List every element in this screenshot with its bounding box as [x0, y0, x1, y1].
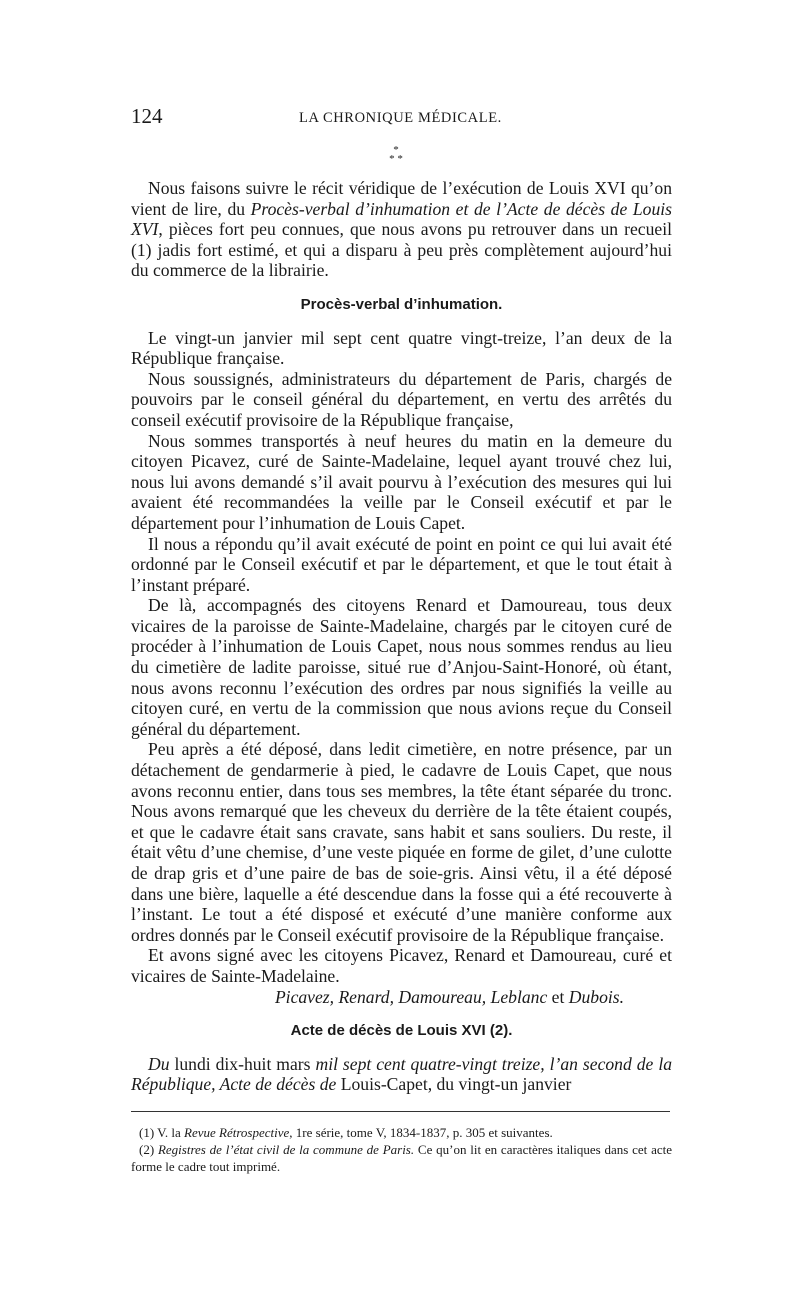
paragraph: Nous soussignés, administrateurs du département de Paris, chargés de pouvoirs par le conseil général du département, en vertu des arrêtés du conseil exécutif provisoire de la République française,: [131, 368, 672, 430]
signatures: [131, 987, 672, 1008]
footnote-1-italic: Revue Rétrospective: [184, 1125, 290, 1140]
footnote-1-text-a: (1) V. la: [139, 1125, 185, 1140]
asterism-top: *: [393, 144, 399, 156]
footnote-2: [131, 1141, 672, 1175]
intro-italic: Procès-verbal d’inhumation et de l’Acte de décès de Louis XVI: [131, 198, 672, 240]
intro-paragraph: [131, 178, 672, 281]
intro-text-2: , pièces fort peu connues, que nous avons pu retrouver dans un recueil (1) jadis fort estimé, et qui a disparu à peu près complètement aujourd’hui du commerce de la librairie.: [131, 219, 672, 281]
paragraph: De là, accompagnés des citoyens Renard et Damoureau, tous deux vicaires de la paroisse de Sainte-Madelaine, chargés par le citoyen curé de procéder à l’inhumation de Louis Capet, nous nous sommes rendus au lieu du cimetière de ladite paroisse, situé rue d’Anjou-Saint-Honoré, où étant, nous avons reconnu l’exécution des ordres par nous signifiés la veille au citoyen curé, en vertu de la commission que nous avions reçue du Conseil général du département.: [131, 595, 672, 739]
intro-text-1: Nous faisons suivre le récit véridique de l’exécution de Louis XVI qu’on vient de lire, du: [131, 178, 672, 219]
paragraph: Peu après a été déposé, dans ledit cimetière, en notre présence, par un détachement de gendarmerie à pied, le cadavre de Louis Capet, que nous avons reconnu entier, dans tous ses membres, la tête étant séparée du tronc. Nous avons remarqué que les cheveux du derrière de la tête étaient coupés, et que le cadavre était sans cravate, sans habit et sans souliers. Du reste, il était vêtu d’une chemise, d’une veste piquée en forme de gilet, d’une culotte de drap gris et d’une paire de bas de soie-gris. Ainsi vêtu, il a été déposé dans une bière, laquelle a été descendue dans la fosse qui a été recouverte à l’instant. Le tout a été disposé et exécuté d’une manière conforme aux ordres donnés par le Conseil exécutif provisoire de la République française.: [131, 739, 672, 945]
asterism-bottom: * *: [389, 153, 403, 165]
footnote-1: [131, 1124, 672, 1141]
signature-names: Picavez, Renard, Damoureau, Leblanc: [274, 986, 548, 1007]
paragraph: Il nous a répondu qu’il avait exécuté de point en point ce qui lui avait été ordonné par le Conseil exécutif et par le département, et que le tout était à l’instant préparé.: [131, 533, 672, 595]
footnote-divider: [131, 1111, 670, 1112]
paragraph: Et avons signé avec les citoyens Picavez, Renard et Damoureau, curé et vicaires de Sainte-Madelaine.: [131, 945, 672, 986]
paragraph: Le vingt-un janvier mil sept cent quatre vingt-treize, l’an deux de la République française.: [131, 327, 672, 369]
acte-italic-1: Du: [148, 1053, 170, 1074]
paragraph: Nous sommes transportés à neuf heures du matin en la demeure du citoyen Picavez, curé de Sainte-Madelaine, lequel ayant trouvé chez lui, nous lui avons demandé s’il avait pourvu à l’exécution des mesures qui lui avaient été recommandées la veille par le Conseil exécutif et par le département pour l’inhumation de Louis Capet.: [131, 430, 672, 533]
heading-proces-verbal: Procès-verbal d’inhumation.: [300, 295, 503, 313]
asterism-ornament: [376, 146, 416, 172]
footnote-2-text-a: (2): [139, 1142, 158, 1157]
footnote-2-italic: Registres de l’état civil de la commune de Paris.: [157, 1142, 415, 1157]
acte-paragraph: [131, 1054, 672, 1095]
main-text: [131, 178, 672, 1095]
acte-text-1: lundi dix-huit mars: [169, 1053, 316, 1074]
signature-et: et: [547, 986, 569, 1007]
footnotes: [131, 1124, 672, 1175]
page-number: 124: [131, 104, 163, 128]
acte-text-2: Louis-Capet, du vingt-un janvier: [336, 1074, 572, 1095]
footnote-1-text-b: , 1re série, tome V, 1834-1837, p. 305 et suivantes.: [289, 1125, 553, 1140]
page-header: [131, 104, 671, 132]
footnote-2-text-b: Ce qu’on lit en caractères italiques dans cet acte forme le cadre tout imprimé.: [131, 1142, 672, 1174]
heading-acte-de-deces: Acte de décès de Louis XVI (2).: [290, 1022, 513, 1040]
acte-italic-2: mil sept cent quatre-vingt treize, l’an second de la République, Acte de décès de: [131, 1053, 673, 1095]
signature-last: Dubois.: [568, 986, 624, 1007]
running-title: LA CHRONIQUE MÉDICALE.: [299, 110, 502, 126]
